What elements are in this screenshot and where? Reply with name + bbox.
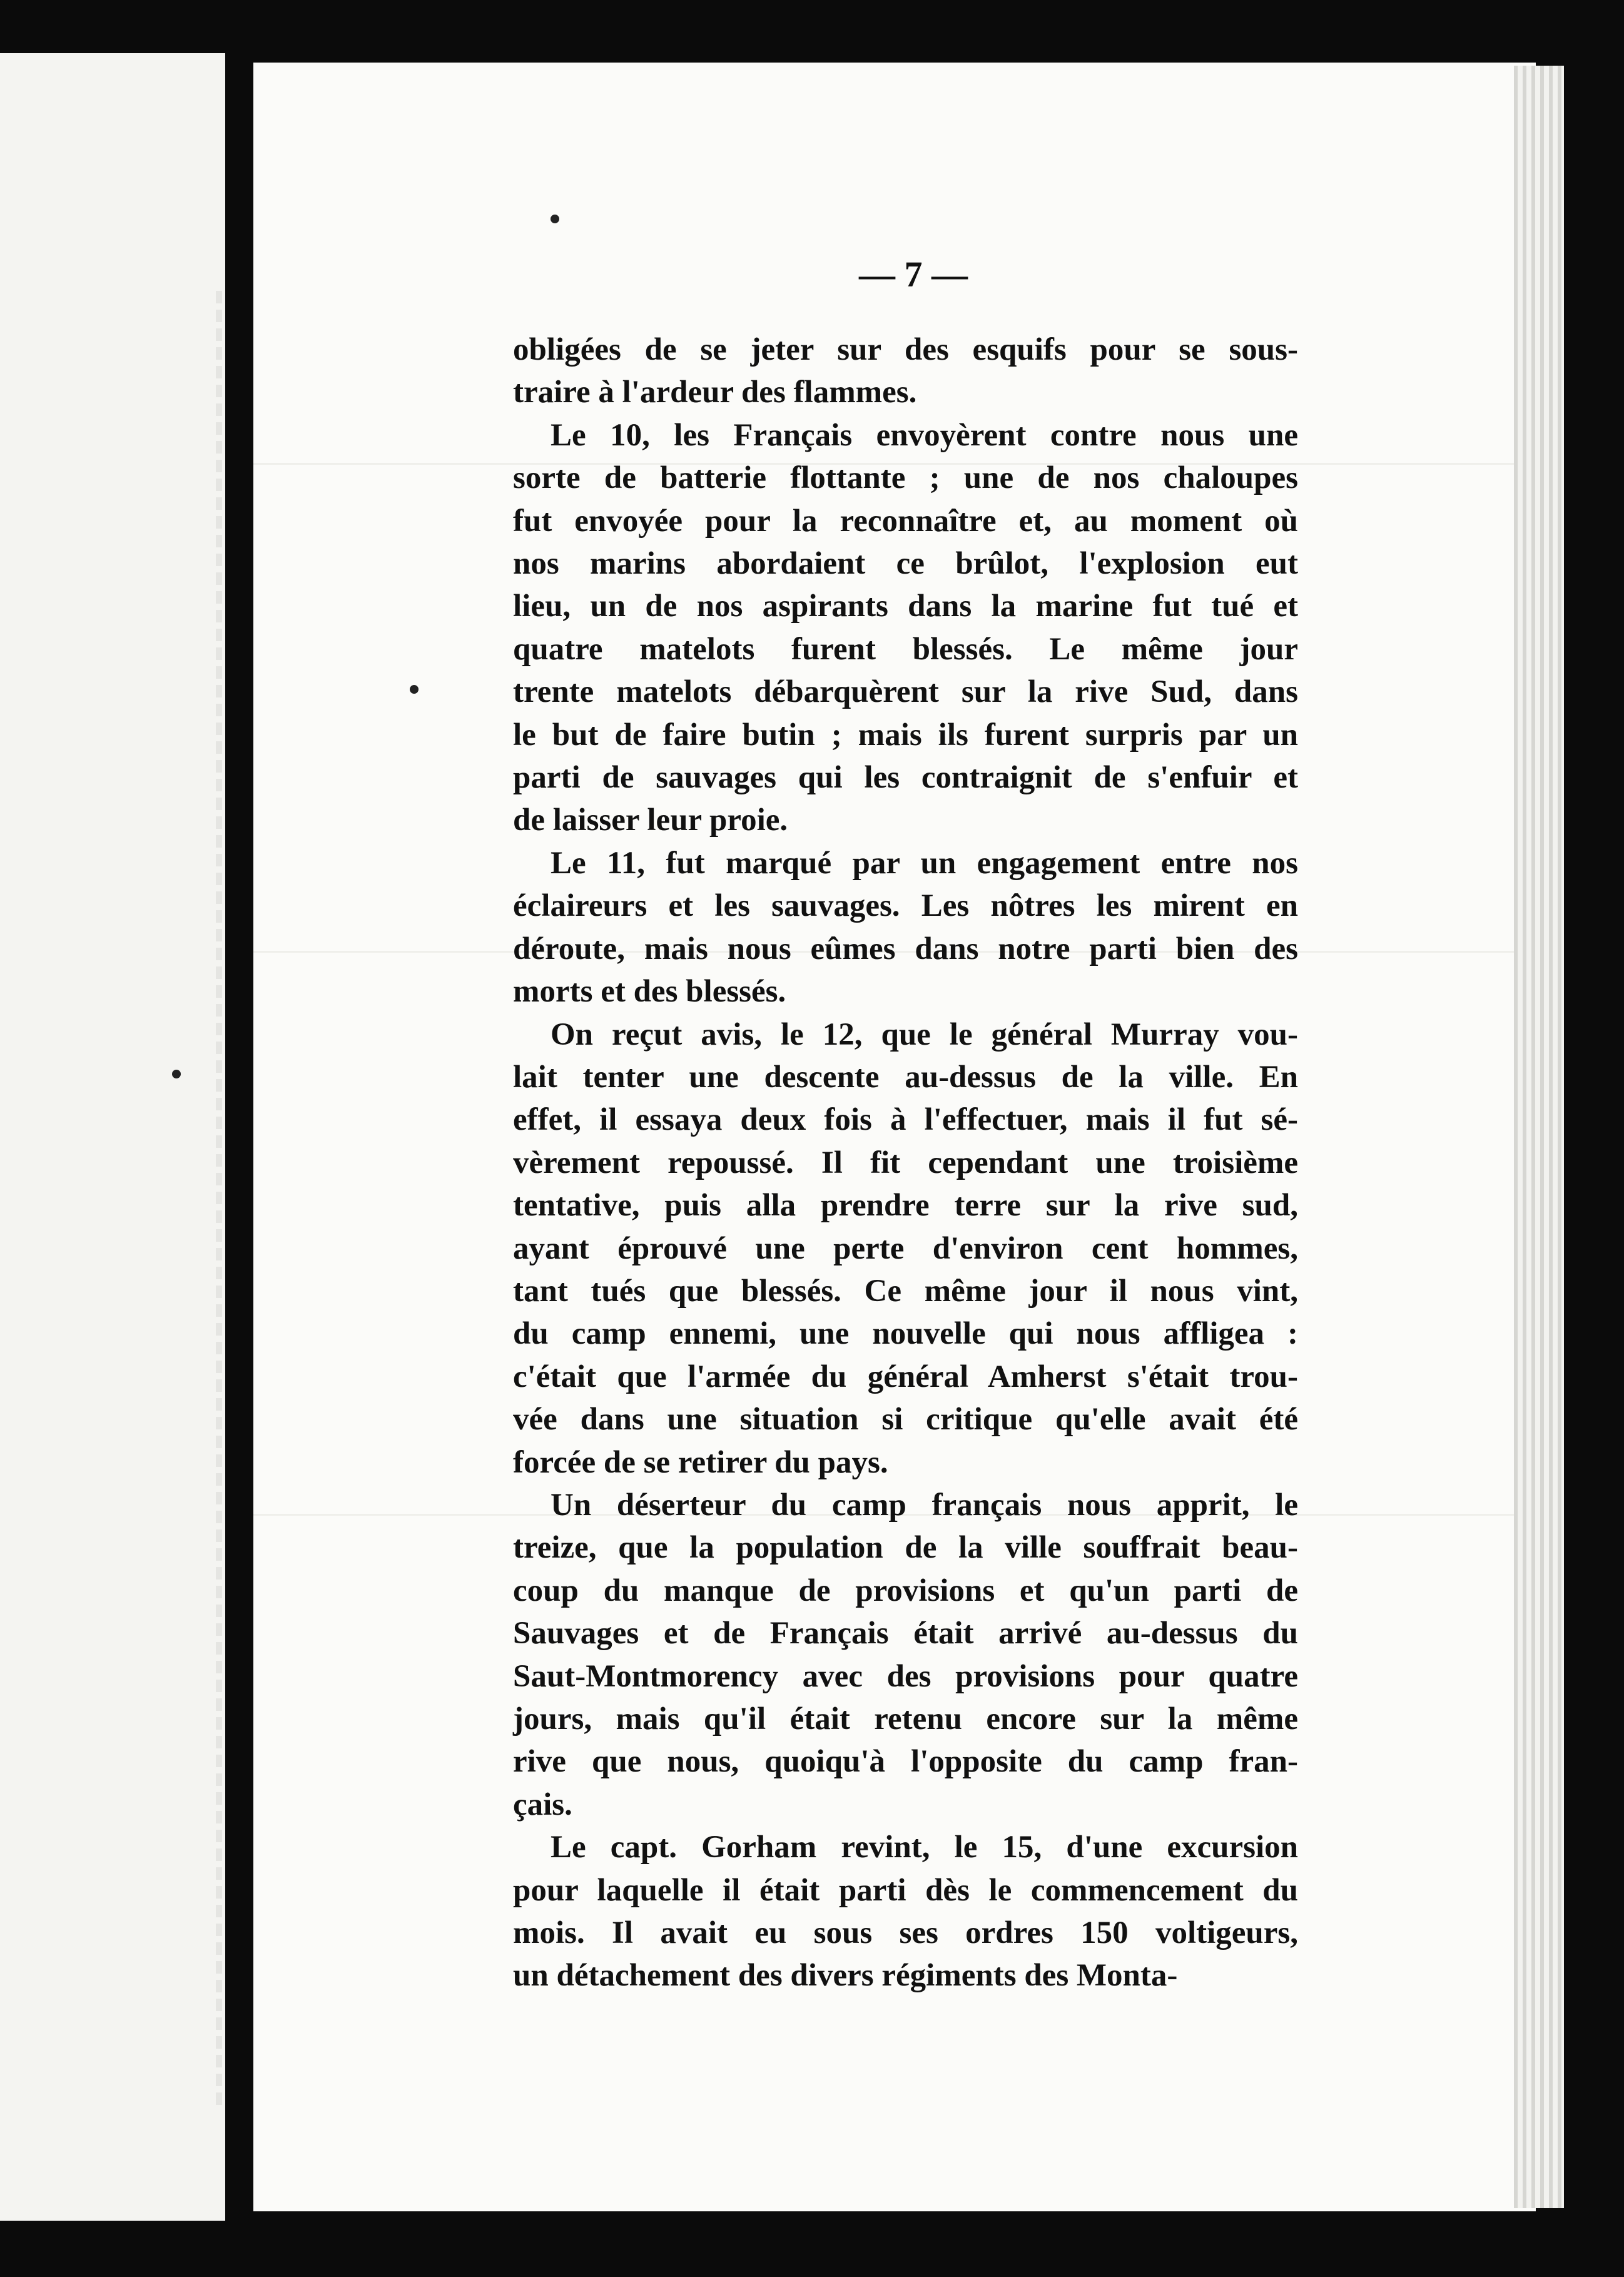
text-line: jours, mais qu'il était retenu encore sur la même [513, 1701, 1298, 1737]
text-line: lait tenter une descente au-dessus de la ville. En [513, 1059, 1298, 1095]
text-line: du camp ennemi, une nouvelle qui nous affligea : [513, 1316, 1298, 1352]
text-line: trente matelots débarquèrent sur la rive Sud, dans [513, 674, 1298, 710]
text-line: çais. [513, 1787, 572, 1822]
text-line: sorte de batterie flottante ; une de nos chaloupes [513, 460, 1298, 496]
text-line: Le 10, les Français envoyèrent contre nous une [551, 417, 1298, 453]
text-line: nos marins abordaient ce brûlot, l'explosion eut [513, 546, 1298, 582]
text-line: pour laquelle il était parti dès le commencement du [513, 1872, 1298, 1908]
ink-speck [551, 215, 559, 223]
paragraph [513, 1484, 1298, 1826]
text-line: treize, que la population de la ville souffrait beau- [513, 1530, 1298, 1566]
text-line: de laisser leur proie. [513, 803, 788, 838]
paragraph [513, 328, 1298, 414]
text-line: vèrement repoussé. Il fit cependant une troisième [513, 1145, 1298, 1180]
text-line: Un déserteur du camp français nous apprit, le [551, 1487, 1298, 1523]
ink-speck [410, 685, 419, 694]
text-line: rive que nous, quoiqu'à l'opposite du camp fran- [513, 1744, 1298, 1780]
left-page [0, 53, 225, 2221]
text-line: coup du manque de provisions et qu'un parti de [513, 1573, 1298, 1608]
text-line: obligées de se jeter sur des esquifs pour se sous- [513, 332, 1298, 367]
text-line: ayant éprouvé une perte d'environ cent hommes, [513, 1230, 1298, 1266]
paragraph [513, 1013, 1298, 1484]
ink-speck [172, 1070, 181, 1078]
text-line: le but de faire butin ; mais ils furent surpris par un [513, 717, 1298, 753]
text-line: Saut-Montmorency avec des provisions pour quatre [513, 1658, 1298, 1694]
text-line: effet, il essaya deux fois à l'effectuer, mais il fut sé- [513, 1102, 1298, 1138]
text-line: tentative, puis alla prendre terre sur la rive sud, [513, 1188, 1298, 1224]
book-gutter [225, 53, 253, 2221]
text-line: quatre matelots furent blessés. Le même jour [513, 631, 1298, 667]
page-edges [1514, 66, 1564, 2208]
text-line: forcée de se retirer du pays. [513, 1444, 888, 1480]
text-line: parti de sauvages qui les contraignit de s'enfuir et [513, 760, 1298, 796]
text-line: vée dans une situation si critique qu'elle avait été [513, 1402, 1298, 1438]
text-line: éclaireurs et les sauvages. Les nôtres les mirent en [513, 888, 1298, 924]
text-line: lieu, un de nos aspirants dans la marine fut tué et [513, 589, 1298, 624]
text-line: tant tués que blessés. Ce même jour il nous vint, [513, 1273, 1298, 1309]
text-line: morts et des blessés. [513, 974, 786, 1010]
page-number: — 7 — [859, 254, 968, 295]
text-line: On reçut avis, le 12, que le général Murray vou- [551, 1017, 1298, 1052]
text-line: traire à l'ardeur des flammes. [513, 375, 917, 410]
text-line: Le 11, fut marqué par un engagement entre nos [551, 845, 1298, 881]
text-line: mois. Il avait eu sous ses ordres 150 voltigeurs, [513, 1915, 1298, 1951]
text-line: un détachement des divers régiments des Monta- [513, 1958, 1178, 1994]
body-text [513, 328, 1298, 1997]
text-line: c'était que l'armée du général Amherst s'était trou- [513, 1359, 1298, 1394]
text-line: déroute, mais nous eûmes dans notre parti bien des [513, 931, 1298, 966]
text-line: Le capt. Gorham revint, le 15, d'une excursion [551, 1830, 1298, 1865]
paragraph [513, 1826, 1298, 1997]
left-page-torn-edge [160, 291, 222, 2105]
paragraph [513, 842, 1298, 1013]
paragraph [513, 414, 1298, 842]
text-line: Sauvages et de Français était arrivé au-dessus du [513, 1616, 1298, 1651]
text-line: fut envoyée pour la reconnaître et, au moment où [513, 503, 1298, 539]
